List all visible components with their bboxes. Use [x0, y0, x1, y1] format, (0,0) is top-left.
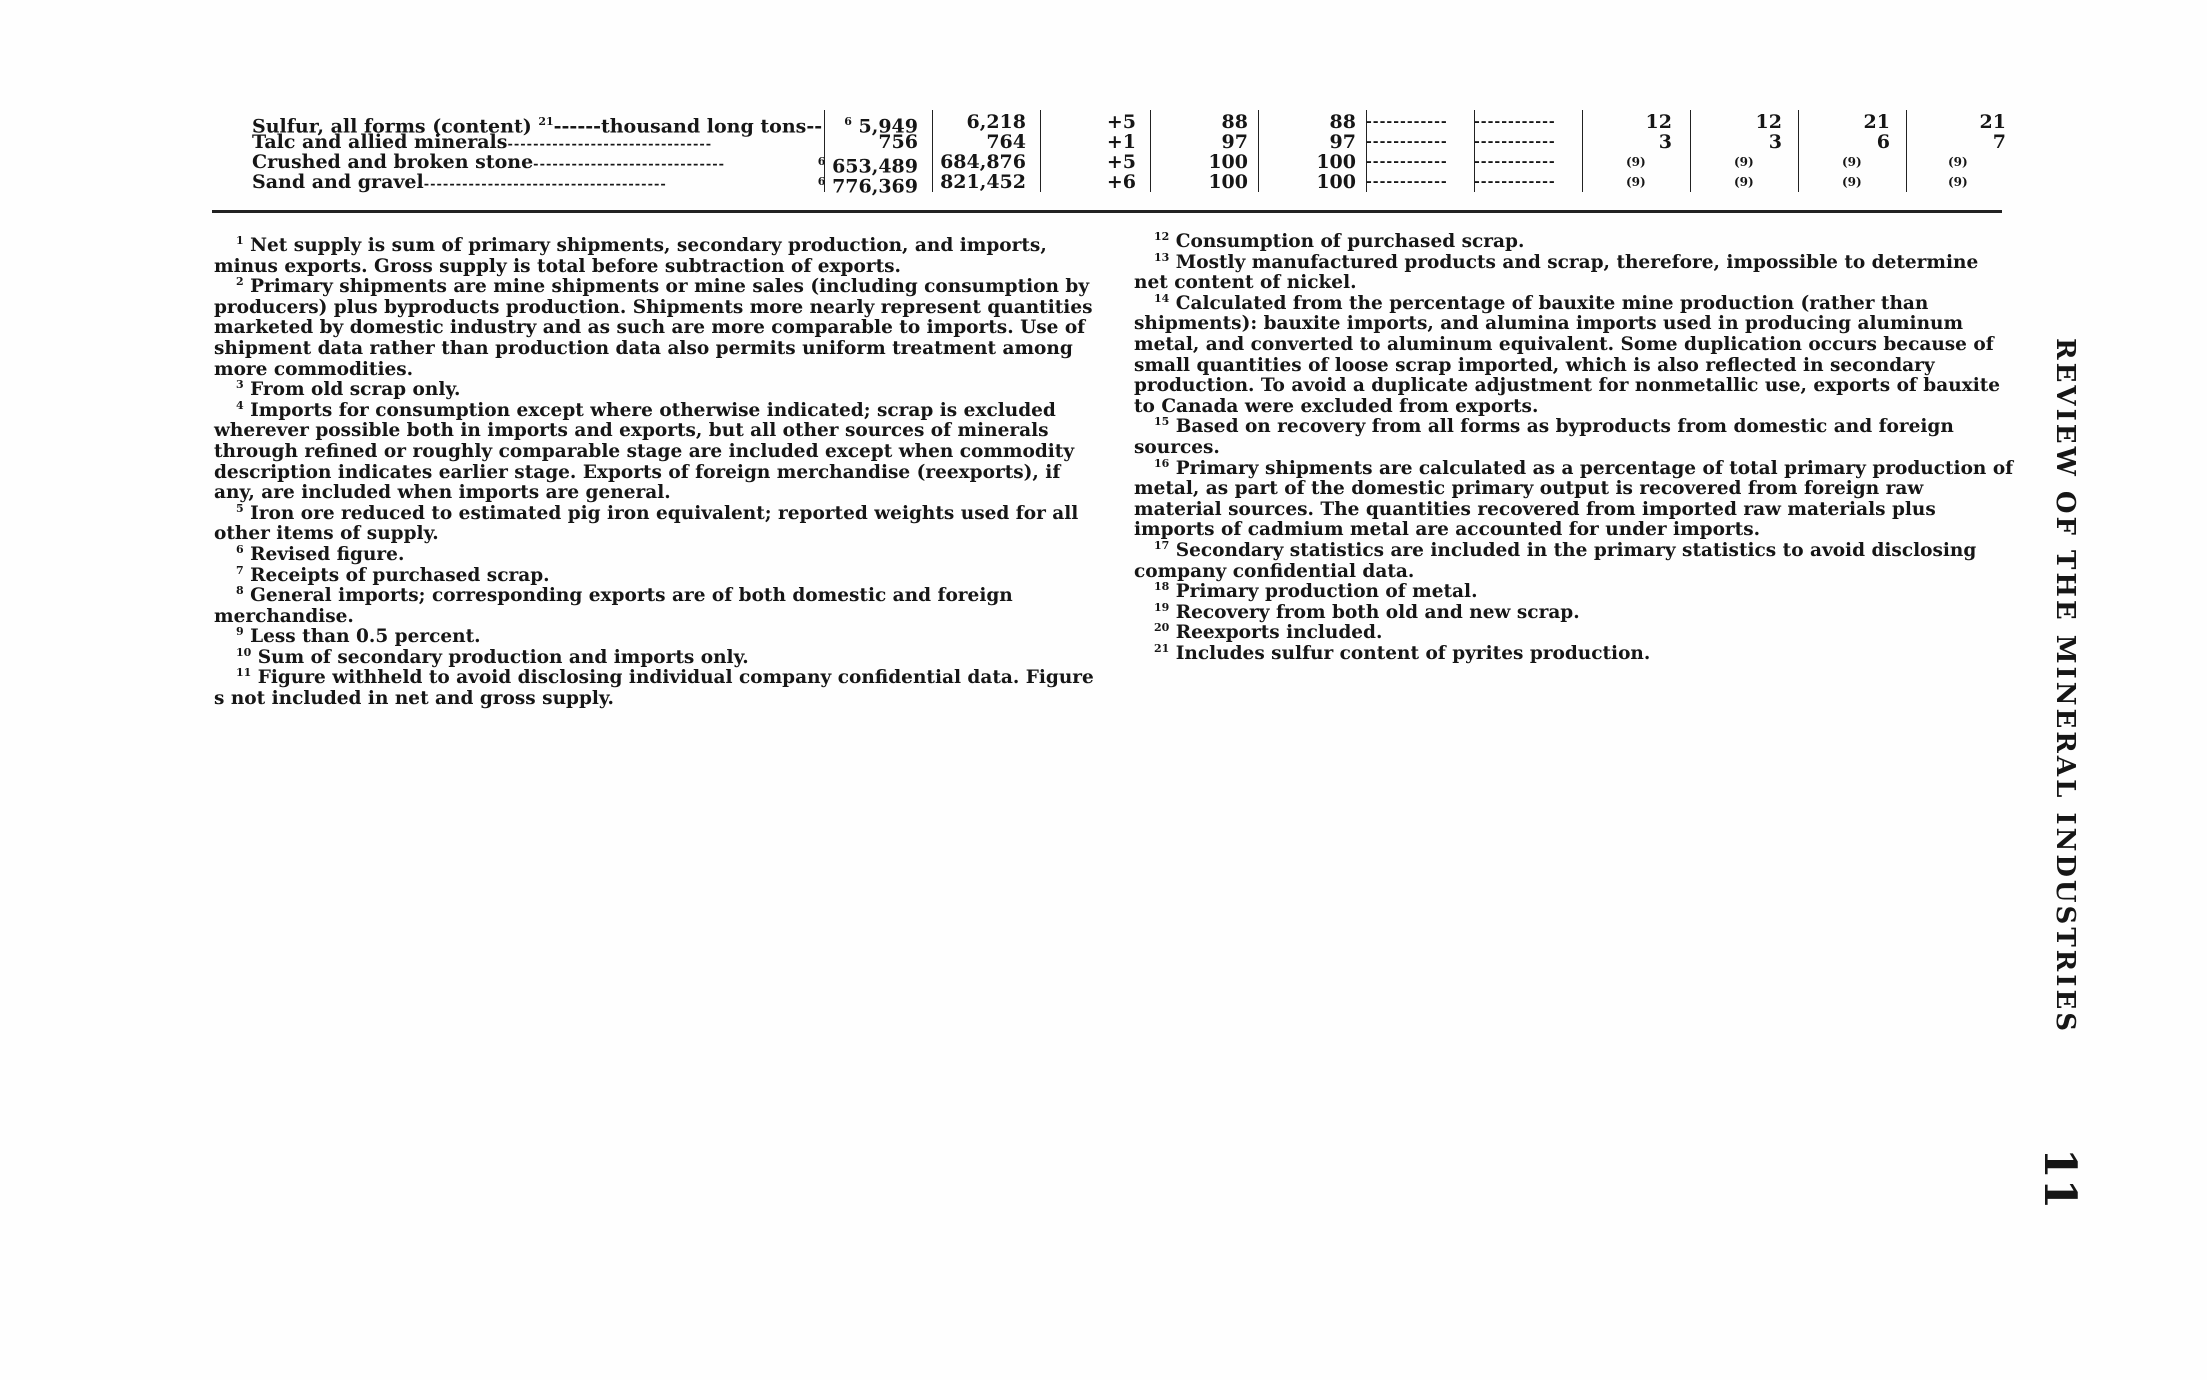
- net-supply-cell: 6,218: [966, 111, 1026, 133]
- empty-cell: ------------: [1366, 114, 1448, 130]
- row-label: Sand and gravel--------------------------------------: [252, 171, 667, 193]
- percent-cell: 100: [1208, 151, 1248, 173]
- percent-cell: 6: [1876, 131, 1890, 153]
- empty-cell: ------------: [1366, 134, 1448, 150]
- net-supply-cell: 684,876: [940, 151, 1026, 173]
- net-supply-cell: 821,452: [940, 171, 1026, 193]
- footnote: $^9$ Less than 0.5 percent.: [236, 625, 481, 648]
- footnote: $^8$ General imports; corresponding exports are of both domestic and foreign merchandise.: [214, 584, 1013, 627]
- percent-cell: 100: [1316, 151, 1356, 173]
- footnote: $^{17}$ Secondary statistics are included in the primary statistics to avoid disclosing company confidential data.: [1134, 538, 1977, 582]
- footnote: $^{20}$ Reexports included.: [1154, 621, 1383, 644]
- change-cell: +5: [1106, 111, 1136, 133]
- footnote-ref-cell: (9): [1734, 155, 1754, 169]
- footnote: $^{19}$ Recovery from both old and new scrap.: [1154, 600, 1580, 623]
- footnotes-left: [214, 236, 1094, 710]
- column-rule: [932, 110, 933, 192]
- percent-cell: 7: [1992, 131, 2006, 153]
- column-rule: [1582, 110, 1583, 192]
- footnote-ref-cell: (9): [1734, 175, 1754, 189]
- footnote-ref-cell: (9): [1948, 155, 1968, 169]
- footnote: $^{11}$ Figure withheld to avoid disclosing individual company confidential data. Figure s not included in net and gross supply.: [214, 666, 1094, 710]
- column-rule: [1690, 110, 1691, 192]
- footnote: $^5$ Iron ore reduced to estimated pig iron equivalent; reported weights used for all other items of supply.: [214, 501, 1079, 545]
- footnote: $^3$ From old scrap only.: [236, 378, 461, 401]
- percent-cell: 21: [1863, 111, 1890, 133]
- table-bottom-rule: [212, 210, 2002, 213]
- column-rule: [1798, 110, 1799, 192]
- primary-shipments-cell: $^6$ 5,949: [844, 115, 918, 138]
- percent-cell: 100: [1316, 171, 1356, 193]
- percent-cell: 97: [1329, 131, 1356, 153]
- footnote: $^{18}$ Primary production of metal.: [1154, 580, 1478, 603]
- footnote: $^{21}$ Includes sulfur content of pyrites production.: [1154, 641, 1651, 664]
- footnote: $^1$ Net supply is sum of primary shipments, secondary production, and imports, minus exports. Gross supply is total before subtraction of exports.: [214, 234, 1047, 277]
- primary-shipments-cell: $^6$ 776,369: [817, 175, 918, 198]
- percent-cell: 12: [1755, 111, 1782, 133]
- percent-cell: 21: [1979, 111, 2006, 133]
- percent-cell: 88: [1329, 111, 1356, 133]
- footnote-ref-cell: (9): [1626, 175, 1646, 189]
- percent-cell: 88: [1221, 111, 1248, 133]
- percent-cell: 100: [1208, 171, 1248, 193]
- empty-cell: ------------: [1366, 174, 1448, 190]
- footnote: $^{16}$ Primary shipments are calculated as a percentage of total primary production of metal, as part of the domestic primary output is recovered from foreign raw material sources. The quantities recovered from imported raw materials plus imports of cadmium metal are accounted for under imports.: [1134, 456, 2014, 541]
- footnote-ref-cell: (9): [1626, 155, 1646, 169]
- empty-cell: ------------: [1474, 174, 1556, 190]
- footnote: $^7$ Receipts of purchased scrap.: [236, 563, 550, 586]
- running-head: REVIEW OF THE MINERAL INDUSTRIES: [2050, 338, 2080, 1035]
- row-label: Sulfur, all forms (content) $^{21}$------thousand long tons--: [252, 115, 823, 138]
- primary-shipments-cell: $^6$ 653,489: [817, 155, 918, 178]
- net-supply-cell: 764: [986, 131, 1026, 153]
- footnote-ref-cell: (9): [1842, 155, 1862, 169]
- footnote: $^{12}$ Consumption of purchased scrap.: [1154, 230, 1525, 252]
- footnote: $^6$ Revised figure.: [236, 542, 405, 565]
- change-cell: +5: [1106, 151, 1136, 173]
- empty-cell: ------------: [1474, 134, 1556, 150]
- column-rule: [1150, 110, 1151, 192]
- percent-cell: 3: [1658, 131, 1672, 153]
- empty-cell: ------------: [1366, 154, 1448, 170]
- footnotes-right: [1134, 232, 2014, 664]
- empty-cell: ------------: [1474, 154, 1556, 170]
- footnote: $^{13}$ Mostly manufactured products and scrap, therefore, impossible to determine net content of nickel.: [1134, 250, 1979, 294]
- footnote: $^{10}$ Sum of secondary production and imports only.: [236, 645, 749, 668]
- column-rule: [1258, 110, 1259, 192]
- empty-cell: ------------: [1474, 114, 1556, 130]
- column-rule: [1040, 110, 1041, 192]
- column-rule: [1906, 110, 1907, 192]
- footnote: $^2$ Primary shipments are mine shipments or mine sales (including consumption by producers) plus byproducts production. Shipments more nearly represent quantities marketed by domestic industry and as such are more comparable to imports. Use of shipment data rather than production data also permits uniform treatment among more commodities.: [214, 275, 1093, 380]
- footnote: $^{15}$ Based on recovery from all forms as byproducts from domestic and foreign sources.: [1134, 415, 1954, 458]
- footnote: $^4$ Imports for consumption except where otherwise indicated; scrap is excluded wherever possible both in imports and exports, but all other sources of minerals through refined or roughly comparable stage are included except when commodity description indicates earlier stage. Exports of foreign merchandise (reexports), if any, are included when imports are general.: [214, 398, 1075, 504]
- row-label: Crushed and broken stone------------------------------: [252, 151, 726, 173]
- percent-cell: 12: [1645, 111, 1672, 133]
- page-number: 11: [2034, 1148, 2085, 1210]
- change-cell: +1: [1106, 131, 1136, 153]
- footnote: $^{14}$ Calculated from the percentage of bauxite mine production (rather than shipments): bauxite imports, and alumina imports used in producing aluminum metal, and converted to aluminum equivalent. Some duplication occurs because of small quantities of loose scrap imported, which is also reflected in secondary production. To avoid a duplicate adjustment for nonmetallic use, exports of bauxite to Canada were excluded from exports.: [1134, 291, 2001, 417]
- row-label: Talc and allied minerals--------------------------------: [252, 131, 713, 153]
- percent-cell: 97: [1221, 131, 1248, 153]
- primary-shipments-cell: 756: [878, 131, 918, 153]
- change-cell: +6: [1106, 171, 1136, 193]
- footnote-ref-cell: (9): [1842, 175, 1862, 189]
- percent-cell: 3: [1768, 131, 1782, 153]
- footnote-ref-cell: (9): [1948, 175, 1968, 189]
